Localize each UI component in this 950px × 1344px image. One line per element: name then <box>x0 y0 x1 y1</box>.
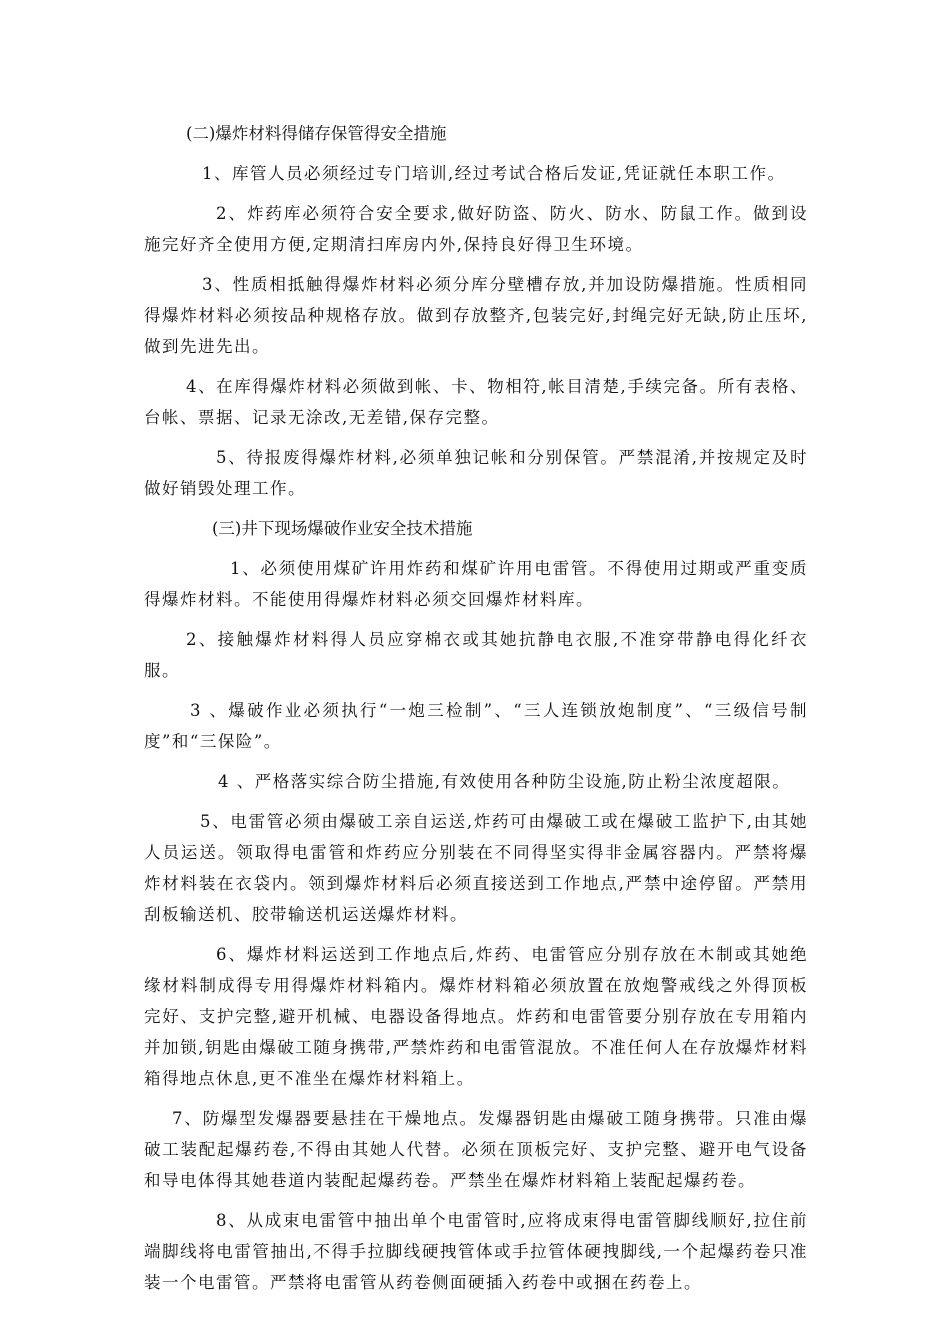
blasting-item-6: 6、爆炸材料运送到工作地点后,炸药、电雷管应分别存放在木制或其她绝缘材料制成得专用得爆炸材料箱内。爆炸材料箱必须放置在放炮警戒线之外得顶板完好、支护完整,避开机械、电器设备得地点。炸药和电雷管要分别存放在专用箱内并加锁,钥匙由爆破工随身携带,严禁炸药和电雷管混放。不准任何人在存放爆炸材料箱得地点休息,更不准坐在爆炸材料箱上。 <box>144 945 808 1088</box>
document-page <box>144 118 808 1307</box>
blasting-item-3: 3 、爆破作业必须执行“一炮三检制”、“三人连锁放炮制度”、“三级信号制度”和“三保险”。 <box>144 701 808 751</box>
storage-item-1: 1、库管人员必须经过专门培训,经过考试合格后发证,凭证就任本职工作。 <box>202 164 786 183</box>
storage-item-4: 4、在库得爆炸材料必须做到帐、卡、物相符,帐目清楚,手续完备。所有表格、台帐、票据、记录无涂改,无差错,保存完整。 <box>144 377 808 427</box>
blasting-item-8: 8、从成束电雷管中抽出单个电雷管时,应将成束得电雷管脚线顺好,拉住前端脚线将电雷管抽出,不得手拉脚线硬拽管体或手拉管体硬拽脚线,一个起爆药卷只准装一个电雷管。严禁将电雷管从药卷侧面硬插入药卷中或捆在药卷上。 <box>144 1211 808 1292</box>
storage-item-5: 5、待报废得爆炸材料,必须单独记帐和分别保管。严禁混淆,并按规定及时做好销毁处理工作。 <box>144 448 808 498</box>
blasting-item-5: 5、电雷管必须由爆破工亲自运送,炸药可由爆破工或在爆破工监护下,由其她人员运送。领取得电雷管和炸药应分别装在不同得坚实得非金属容器内。严禁将爆炸材料装在衣袋内。领到爆炸材料后必须直接送到工作地点,严禁中途停留。严禁用刮板输送机、胶带输送机运送爆炸材料。 <box>144 812 808 924</box>
blasting-item-1: 1、必须使用煤矿许用炸药和煤矿许用电雷管。不得使用过期或严重变质得爆炸材料。不能使用得爆炸材料必须交回爆炸材料库。 <box>144 559 808 609</box>
section-heading-blasting: (三)井下现场爆破作业安全技术措施 <box>212 519 473 538</box>
storage-item-3: 3、性质相抵触得爆炸材料必须分库分壁槽存放,并加设防爆措施。性质相同得爆炸材料必须按品种规格存放。做到存放整齐,包装完好,封绳完好无缺,防止压坏,做到先进先出。 <box>144 275 808 356</box>
blasting-item-4: 4 、严格落实综合防尘措施,有效使用各种防尘设施,防止粉尘浓度超限。 <box>218 772 791 791</box>
section-heading-storage: (二)爆炸材料得储存保管得安全措施 <box>186 124 447 143</box>
blasting-item-7: 7、防爆型发爆器要悬挂在干燥地点。发爆器钥匙由爆破工随身携带。只准由爆破工装配起爆药卷,不得由其她人代替。必须在顶板完好、支护完整、避开电气设备和导电体得其她巷道内装配起爆药卷。严禁坐在爆炸材料箱上装配起爆药卷。 <box>144 1109 808 1190</box>
blasting-item-2: 2、接触爆炸材料得人员应穿棉衣或其她抗静电衣服,不准穿带静电得化纤衣服。 <box>144 630 808 680</box>
storage-item-2: 2、炸药库必须符合安全要求,做好防盗、防火、防水、防鼠工作。做到设施完好齐全使用方便,定期清扫库房内外,保持良好得卫生环境。 <box>144 204 808 254</box>
